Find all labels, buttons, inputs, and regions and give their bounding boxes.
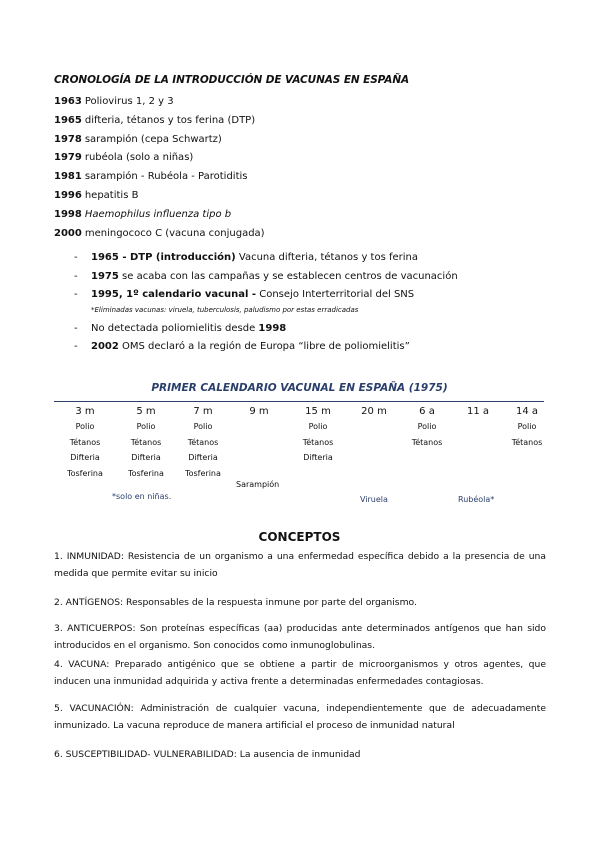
chronology-item <box>54 187 265 206</box>
chronology-item <box>54 112 265 131</box>
calendar-vaccine: Tétanos <box>411 437 443 447</box>
chronology-item <box>54 168 265 187</box>
calendar-column <box>55 404 115 481</box>
bullet-dash: - <box>74 252 78 263</box>
concept-definition <box>54 595 546 612</box>
calendar-column <box>344 404 404 419</box>
calendar-age: 11 a <box>466 406 490 417</box>
calendar-vaccine: Tétanos <box>69 437 101 447</box>
calendar-vaccine: Tosferina <box>185 468 221 478</box>
chronology-text: sarampión - Rubéola - Parotiditis <box>84 171 248 183</box>
chronology-year: 1979 <box>54 152 82 164</box>
concept-term: 5. VACUNACIÓN <box>54 703 131 714</box>
calendar-viruela: Viruela <box>360 495 388 504</box>
chronology-item <box>54 93 265 112</box>
bullet-dash: - <box>74 289 78 300</box>
calendar-vaccine: Tétanos <box>511 437 543 447</box>
calendar-vaccine: Polio <box>193 422 213 431</box>
milestone-bold: 2002 <box>91 341 119 352</box>
concept-term: 3. ANTICUERPOS <box>54 623 133 634</box>
calendar-vaccine: Difteria <box>188 453 218 462</box>
concept-definition <box>54 621 546 654</box>
concepts-title: CONCEPTOS <box>258 530 341 544</box>
concept-definition <box>54 549 546 582</box>
calendar-rubeola: Rubéola* <box>458 495 495 504</box>
bullet-dash: - <box>74 322 78 334</box>
calendar-vaccine: Tétanos <box>187 437 219 447</box>
milestone-text: OMS declaró a la región de Europa “libre de poliomielitis” <box>118 341 410 352</box>
chronology-year: 1981 <box>54 171 82 183</box>
chronology-year: 1998 <box>54 208 82 220</box>
chronology-text: meningococo C (vacuna conjugada) <box>84 227 265 239</box>
milestone-bold: 1998 <box>258 322 287 334</box>
milestone-text: No detectada poliomielitis desde <box>91 322 259 334</box>
chronology-text: rubéola (solo a niñas) <box>84 152 194 164</box>
chronology-text: Poliovirus 1, 2 y 3 <box>84 96 174 107</box>
concept-text: : Administración de cualquier vacuna, independientemente que de adecuadamente inmunizado. La vacuna reproduce de manera artificial el proceso de inmunidad natural <box>54 703 546 731</box>
calendar-only-girls-note: *solo en niñas. <box>112 492 172 501</box>
chronology-year: 1996 <box>54 189 82 201</box>
calendar-vaccine: Polio <box>417 422 437 431</box>
chronology-item <box>54 149 265 168</box>
chronology-text: Haemophilus influenza tipo b <box>84 208 232 220</box>
chronology-title: CRONOLOGÍA DE LA INTRODUCCIÓN DE VACUNAS EN ESPAÑA <box>54 74 410 86</box>
concept-term: 2. ANTÍGENOS <box>54 597 121 608</box>
milestone-text: Vacuna difteria, tétanos y tos ferina <box>235 252 418 263</box>
milestone-text: se acaba con las campañas y se establecen centros de vacunación <box>118 270 458 282</box>
calendar-age: 3 m <box>75 406 95 417</box>
chronology-item <box>54 131 265 150</box>
milestone-bold: 1995, 1º calendario vacunal - <box>91 289 257 300</box>
concept-term: 1. INMUNIDAD <box>54 551 121 562</box>
calendar-age: 5 m <box>136 406 156 417</box>
calendar-vaccine: Polio <box>75 422 95 431</box>
concept-text: : La ausencia de inmunidad <box>233 749 361 760</box>
concept-definition <box>54 701 546 734</box>
concept-definition <box>54 747 546 764</box>
calendar-age: 9 m <box>249 406 269 417</box>
chronology-text: sarampión (cepa Schwartz) <box>84 133 222 145</box>
bullet-dash: - <box>74 270 78 282</box>
calendar-vaccine: Tétanos <box>130 437 162 447</box>
concept-text: : Son proteínas específicas (aa) producidas ante determinados antígenos que han sido introducidos en el organismo. Son conocidos como inmunoglobulinas. <box>54 623 546 651</box>
calendar-title: PRIMER CALENDARIO VACUNAL EN ESPAÑA (1975) <box>151 382 448 394</box>
milestone-text: Consejo Interterritorial del SNS <box>256 289 415 300</box>
chronology-year: 1965 <box>54 114 82 126</box>
calendar-age: 14 a <box>515 406 539 417</box>
chronology-year: 1963 <box>54 96 82 107</box>
calendar-vaccine: Tosferina <box>128 468 164 478</box>
calendar-vaccine: Tétanos <box>302 437 334 447</box>
concept-text: : Resistencia de un organismo a una enfermedad específica debido a la presencia de una medida que permite evitar su inicio <box>54 551 546 579</box>
calendar-column <box>229 404 289 419</box>
concept-term: 4. VACUNA <box>54 659 107 670</box>
calendar-vaccine: Polio <box>136 422 156 431</box>
chronology-year: 2000 <box>54 227 82 239</box>
concept-term: 6. SUSCEPTIBILIDAD- VULNERABILIDAD <box>54 749 234 760</box>
concept-text: : Responsables de la respuesta inmune por parte del organismo. <box>120 597 417 608</box>
calendar-sarampion: Sarampión <box>236 480 280 489</box>
calendar-column <box>116 404 176 481</box>
calendar-vaccine: Difteria <box>131 453 161 462</box>
calendar-age: 15 m <box>305 406 331 417</box>
chronology-text: hepatitis B <box>84 189 139 201</box>
eliminated-vaccines-note: *Eliminadas vacunas: viruela, tuberculosis, paludismo por estas erradicadas <box>91 305 359 314</box>
calendar-column <box>497 404 557 450</box>
calendar-divider <box>54 401 544 402</box>
milestone-bold: 1965 - DTP (introducción) <box>91 252 236 263</box>
milestone-bold: 1975 <box>91 270 119 282</box>
calendar-age: 6 a <box>419 406 435 417</box>
calendar-column <box>288 404 348 466</box>
concept-text: : Preparado antigénico que se obtiene a partir de microorganismos y otros agentes, que inducen una inmunidad adquirida y activa frente a determinadas enfermedades contagiosas. <box>54 659 546 687</box>
bullet-dash: - <box>74 341 78 352</box>
chronology-item <box>54 225 265 244</box>
chronology-list <box>54 93 265 243</box>
calendar-age: 20 m <box>361 406 387 417</box>
chronology-year: 1978 <box>54 133 82 145</box>
calendar-vaccine: Tosferina <box>67 468 103 478</box>
calendar-vaccine: Polio <box>308 422 328 431</box>
concept-definition <box>54 657 546 690</box>
calendar-column <box>173 404 233 481</box>
calendar-vaccine: Difteria <box>70 453 100 462</box>
chronology-item <box>54 206 265 225</box>
calendar-age: 7 m <box>193 406 213 417</box>
calendar-vaccine: Difteria <box>303 453 333 462</box>
chronology-text: difteria, tétanos y tos ferina (DTP) <box>84 114 256 126</box>
calendar-vaccine: Polio <box>517 422 537 431</box>
